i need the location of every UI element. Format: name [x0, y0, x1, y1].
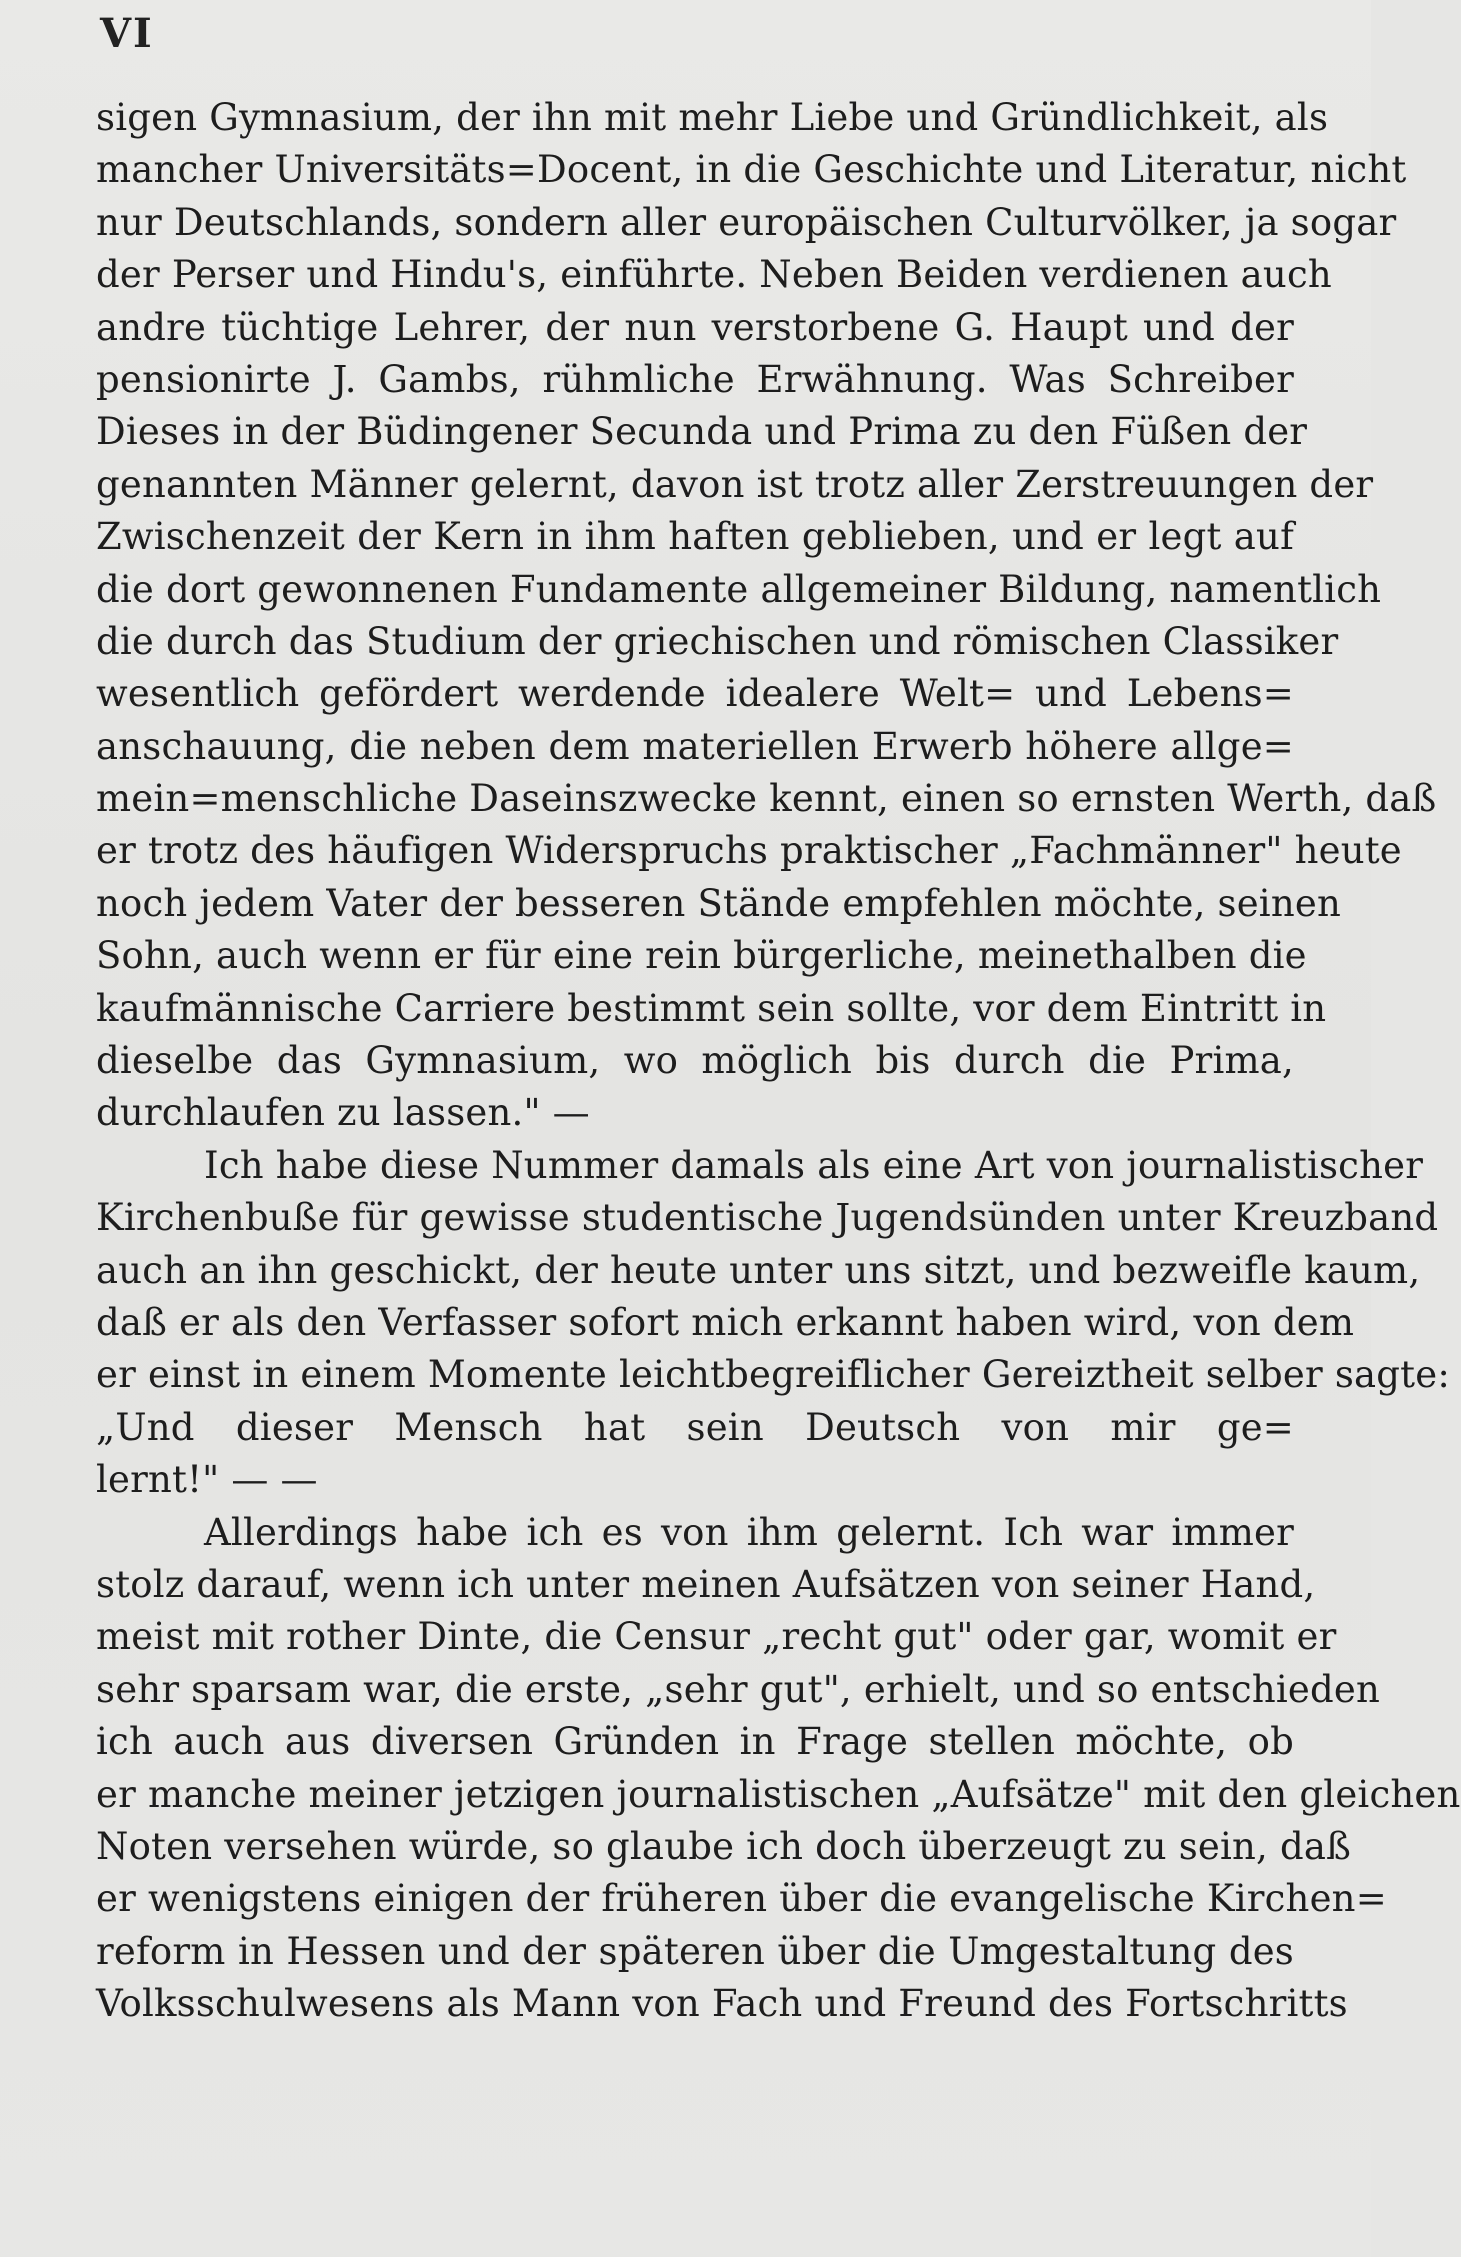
text-line: andre tüchtige Lehrer, der nun verstorbene G. Haupt und der — [96, 305, 1294, 349]
paragraph-1 — [96, 92, 1437, 1140]
text-line: ich auch aus diversen Gründen in Frage stellen möchte, ob — [96, 1720, 1294, 1764]
text-line: wesentlich gefördert werdende idealere Welt= und Lebens= — [96, 672, 1294, 716]
text-line: stolz darauf, wenn ich unter meinen Aufsätzen von seiner Hand, — [96, 1562, 1316, 1606]
text-line: er einst in einem Momente leichtbegreiflicher Gereiztheit selber sagte: — [96, 1353, 1451, 1397]
text-line: auch an ihn geschickt, der heute unter uns sitzt, und bezweifle kaum, — [96, 1248, 1421, 1292]
text-line: noch jedem Vater der besseren Stände empfehlen möchte, seinen — [96, 881, 1341, 925]
text-line: Ich habe diese Nummer damals als eine Art von journalistischer — [204, 1143, 1424, 1187]
text-line: kaufmännische Carriere bestimmt sein sollte, vor dem Eintritt in — [96, 986, 1327, 1030]
text-line: meist mit rother Dinte, die Censur „recht gut" oder gar, womit er — [96, 1615, 1337, 1659]
text-line: daß er als den Verfasser sofort mich erkannt haben wird, von dem — [96, 1300, 1355, 1344]
text-line: mein=menschliche Daseinszwecke kennt, einen so ernsten Werth, daß — [96, 777, 1437, 821]
text-line: er trotz des häufigen Widerspruchs praktischer „Fachmänner" heute — [96, 829, 1402, 873]
text-line: Noten versehen würde, so glaube ich doch überzeugt zu sein, daß — [96, 1824, 1352, 1868]
body-text — [96, 92, 1461, 2030]
text-line: er wenigstens einigen der früheren über die evangelische Kirchen= — [96, 1877, 1387, 1921]
text-line: Volksschulwesens als Mann von Fach und Freund des Fortschritts — [96, 1982, 1348, 2026]
text-line: Dieses in der Büdingener Secunda und Prima zu den Füßen der — [96, 410, 1308, 454]
text-line: genannten Männer gelernt, davon ist trotz aller Zerstreuungen der — [96, 462, 1374, 506]
paragraph-3 — [96, 1507, 1461, 2031]
text-line: reform in Hessen und der späteren über die Umgestaltung des — [96, 1929, 1294, 1973]
text-line: nur Deutschlands, sondern aller europäischen Culturvölker, ja sogar — [96, 200, 1397, 244]
text-line: Allerdings habe ich es von ihm gelernt. Ich war immer — [204, 1510, 1294, 1554]
text-line: die durch das Studium der griechischen und römischen Classiker — [96, 619, 1339, 663]
page-number: VI — [100, 10, 154, 57]
text-line: pensionirte J. Gambs, rühmliche Erwähnung. Was Schreiber — [96, 357, 1294, 401]
text-line: lernt!" — — — [96, 1458, 318, 1502]
text-line: Sohn, auch wenn er für eine rein bürgerliche, meinethalben die — [96, 934, 1307, 978]
text-line: durchlaufen zu lassen." — — [96, 1091, 590, 1135]
text-line: anschauung, die neben dem materiellen Erwerb höhere allge= — [96, 724, 1294, 768]
text-line: mancher Universitäts=Docent, in die Geschichte und Literatur, nicht — [96, 148, 1407, 192]
text-line: sigen Gymnasium, der ihn mit mehr Liebe und Gründlichkeit, als — [96, 96, 1329, 139]
text-line: Zwischenzeit der Kern in ihm haften geblieben, und er legt auf — [96, 515, 1294, 559]
text-line: Kirchenbuße für gewisse studentische Jugendsünden unter Kreuzband — [96, 1196, 1439, 1240]
text-line: die dort gewonnenen Fundamente allgemeiner Bildung, namentlich — [96, 567, 1382, 611]
text-line: sehr sparsam war, die erste, „sehr gut", erhielt, und so entschieden — [96, 1667, 1381, 1711]
text-line: er manche meiner jetzigen journalistischen „Aufsätze" mit den gleichen — [96, 1772, 1461, 1816]
text-line: der Perser und Hindu's, einführte. Neben Beiden verdienen auch — [96, 253, 1332, 297]
text-line: „Und dieser Mensch hat sein Deutsch von mir ge= — [96, 1405, 1294, 1449]
text-line: dieselbe das Gymnasium, wo möglich bis durch die Prima, — [96, 1039, 1294, 1083]
paragraph-2 — [96, 1140, 1451, 1507]
